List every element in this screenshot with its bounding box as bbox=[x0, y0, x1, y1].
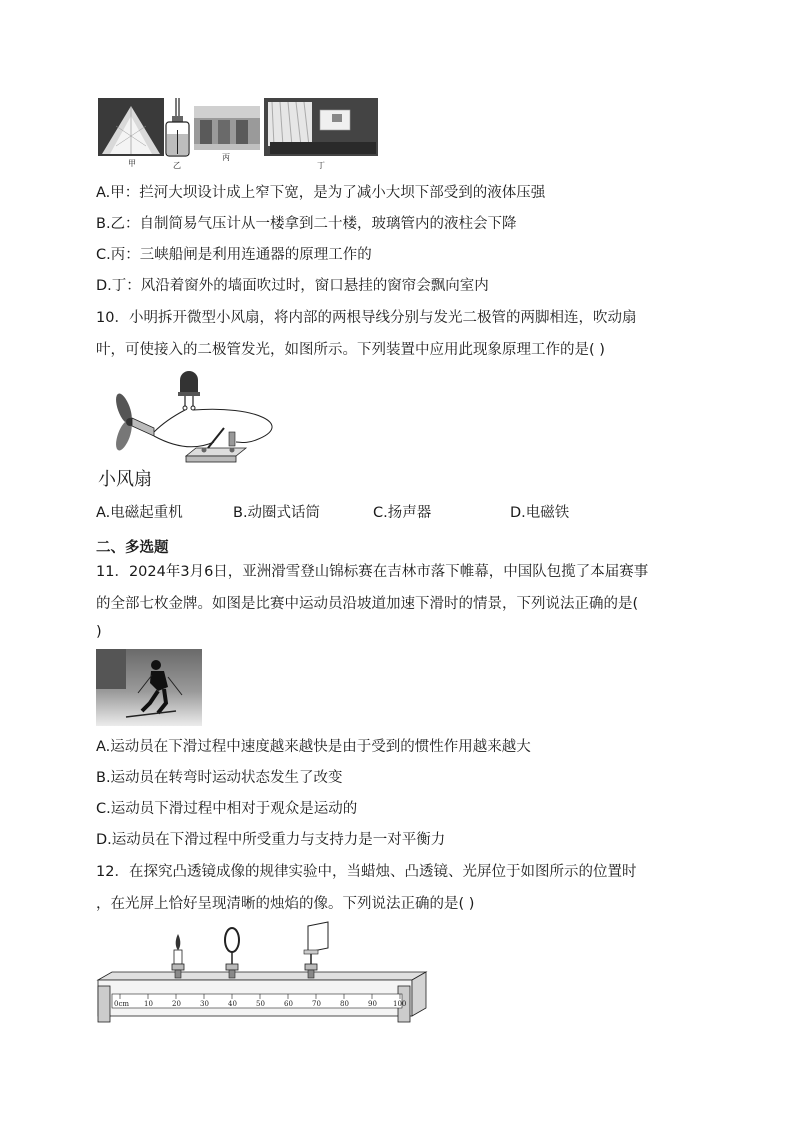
q10-figure bbox=[96, 370, 296, 470]
tick-70: 70 bbox=[312, 1000, 321, 1008]
q11-option-a: A.运动员在下滑过程中速度越来越快是由于受到的惯性作用越来越大 bbox=[96, 739, 531, 755]
tick-30: 30 bbox=[200, 1000, 209, 1008]
tick-100: 100 bbox=[393, 1000, 407, 1008]
q11-figure bbox=[96, 649, 202, 726]
q12-figure bbox=[96, 920, 430, 1026]
q11-option-d: D.运动员在下滑过程中所受重力与支持力是一对平衡力 bbox=[96, 832, 446, 848]
q11-stem-line2: 的全部七枚金牌。如图是比赛中运动员沿坡道加速下滑时的情景，下列说法正确的是( bbox=[96, 596, 639, 612]
q9-option-d: D.丁：风沿着窗外的墙面吹过时，窗口悬挂的窗帘会飘向室内 bbox=[96, 278, 489, 294]
optical-bench-svg bbox=[96, 920, 430, 1026]
tick-10: 10 bbox=[144, 1000, 153, 1008]
caption-bing: 丙 bbox=[222, 153, 230, 162]
convex-lens-icon bbox=[225, 928, 239, 978]
classroom-photo bbox=[264, 98, 378, 156]
tick-80: 80 bbox=[340, 1000, 349, 1008]
q10-stem-line2: 叶，可使接入的二极管发光，如图所示。下列装置中应用此现象原理工作的是( ) bbox=[96, 342, 605, 358]
fan-label: 小风扇 bbox=[98, 469, 152, 490]
tick-40: 40 bbox=[228, 1000, 237, 1008]
tick-50: 50 bbox=[256, 1000, 265, 1008]
q10-option-d: D.电磁铁 bbox=[510, 505, 570, 521]
q11-option-b: B.运动员在转弯时运动状态发生了改变 bbox=[96, 770, 343, 786]
caption-jia: 甲 bbox=[128, 159, 136, 168]
led-icon bbox=[178, 371, 200, 410]
q9-option-c: C.丙：三峡船闸是利用连通器的原理工作的 bbox=[96, 247, 372, 263]
q10-option-a: A.电磁起重机 bbox=[96, 505, 183, 521]
q9-figure-svg bbox=[96, 96, 380, 172]
section2-title: 二、多选题 bbox=[96, 540, 169, 556]
q10-option-b: B.动圈式话筒 bbox=[233, 505, 321, 521]
shiplock-photo bbox=[194, 106, 260, 150]
tick-90: 90 bbox=[368, 1000, 377, 1008]
q10-stem-line1: 10．小明拆开微型小风扇，将内部的两根导线分别与发光二极管的两脚相连，吹动扇 bbox=[96, 310, 637, 326]
q11-option-c: C.运动员下滑过程中相对于观众是运动的 bbox=[96, 801, 358, 817]
dam-photo bbox=[98, 98, 164, 156]
q9-option-a: A.甲：拦河大坝设计成上窄下宽，是为了减小大坝下部受到的液体压强 bbox=[96, 185, 546, 201]
tick-60: 60 bbox=[284, 1000, 293, 1008]
skier-photo bbox=[96, 649, 202, 726]
caption-ding: 丁 bbox=[317, 161, 325, 170]
q12-stem-line2: ，在光屏上恰好呈现清晰的烛焰的像。下列说法正确的是( ) bbox=[96, 896, 475, 912]
caption-yi: 乙 bbox=[173, 161, 181, 170]
q11-stem-line1: 11．2024年3月6日，亚洲滑雪登山锦标赛在吉林市落下帷幕，中国队包揽了本届赛事 bbox=[96, 564, 649, 580]
q9-figure bbox=[96, 96, 380, 172]
tick-0: 0cm bbox=[114, 1000, 130, 1008]
q11-stem-line3: ) bbox=[96, 624, 102, 640]
q10-option-c: C.扬声器 bbox=[373, 505, 432, 521]
fan-icon bbox=[113, 392, 154, 453]
tick-20: 20 bbox=[172, 1000, 181, 1008]
fan-circuit-svg bbox=[96, 370, 296, 470]
q12-stem-line1: 12．在探究凸透镜成像的规律实验中，当蜡烛、凸透镜、光屏位于如图所示的位置时 bbox=[96, 864, 637, 880]
light-screen-icon bbox=[304, 922, 328, 978]
barometer-drawing bbox=[166, 98, 189, 156]
candle-icon bbox=[172, 934, 184, 978]
q9-option-b: B.乙：自制简易气压计从一楼拿到二十楼，玻璃管内的液柱会下降 bbox=[96, 216, 517, 232]
switch-icon bbox=[186, 428, 246, 462]
